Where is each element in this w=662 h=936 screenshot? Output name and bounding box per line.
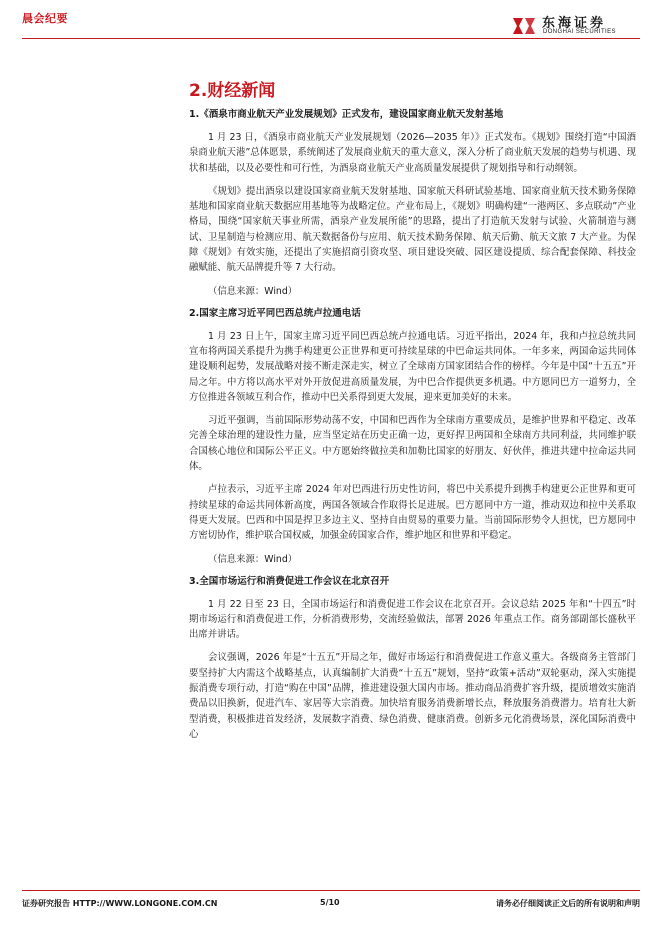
footer-disclaimer: 请务必仔细阅读正文后的所有说明和声明: [496, 899, 640, 908]
article: [189, 575, 636, 743]
header-divider: [22, 38, 640, 39]
article-source: （信息来源：Wind）: [208, 553, 298, 565]
article-paragraph: 习近平强调，当前国际形势动荡不安，中国和巴西作为全球南方重要成员，是维护世界和平稳定、改革完善全球治理的建设性力量，应当坚定站在历史正确一边，更好捍卫两国和全球南方共同利益，共同维护联合国核心地位和国际公平正义。中方愿始终做拉美和加勒比国家的好朋友、好伙伴，推进共建中拉命运共同体。: [189, 415, 636, 473]
logo-chinese-name: 东海证券: [542, 16, 607, 31]
article-paragraph: 《规划》提出酒泉以建设国家商业航天发射基地、国家航天科研试验基地、国家商业航天技术勤务保障基地和国家商业航天数据应用基地等为战略定位。产业布局上，《规划》明确构建“一港两区、多点联动”产业格局，围绕“国家航天事业所需，酒泉产业发展所能”的思路，提出了打造航天发射与试验、火箭制造与测试、卫星制造与检测应用、航天数据备份与应用、航天技术勤务保障、航天后勤、航天文旅 7 大产业。为保障《规划》有效实施，还提出了实施招商引资攻坚、项目建设突破、园区建设提质、综合配套保障、科技金融赋能、航天品牌提升等 7 大行动。: [189, 185, 636, 274]
article-source: （信息来源：Wind）: [208, 285, 298, 297]
footer-website: 证券研究报告 HTTP://WWW.LONGONE.COM.CN: [22, 899, 218, 908]
footer-divider: [22, 890, 640, 891]
article-paragraph: 1 月 22 日至 23 日，全国市场运行和消费促进工作会议在北京召开。会议总结 2025 年和“十四五”时期市场运行和消费促进工作，分析消费形势，交流经验做法，部署 2026 年重点工作。商务部副部长盛秋平出席并讲话。: [189, 598, 636, 641]
article-heading: 3.全国市场运行和消费促进工作会议在北京召开: [189, 575, 390, 587]
section-title: 2.财经新闻: [189, 81, 276, 101]
article-paragraph: 1 月 23 日，《酒泉市商业航天产业发展规划（2026—2035 年）》正式发布。《规划》围绕打造“中国酒泉商业航天港”总体愿景，系统阐述了发展商业航天的重大意义，深入分析了商业航天发展的趋势与机遇、现状和基础，以及必要性和可行性，为酒泉商业航天产业高质量发展提供了规划指导和行动纲领。: [189, 132, 636, 174]
article-heading: 2.国家主席习近平同巴西总统卢拉通电话: [189, 307, 361, 319]
donghai-logo-icon: [510, 14, 538, 38]
page-number: 5/10: [320, 898, 340, 907]
news-content: [189, 108, 636, 750]
article-heading: 1.《酒泉市商业航天产业发展规划》正式发布，建设国家商业航天发射基地: [189, 109, 504, 120]
report-type-title: 晨会纪要: [22, 12, 68, 25]
article-paragraph: 会议强调，2026 年是“十五五”开局之年，做好市场运行和消费促进工作意义重大。各级商务主管部门要坚持扩大内需这个战略基点，认真编制扩大消费“十五五”规划，坚持“政策+活动”双轮驱动，深入实施提振消费专项行动，打造“购在中国”品牌，推进建设强大国内市场。推动商品消费扩容升级，提质增效实施消费品以旧换新，促进汽车、家居等大宗消费。加快培育服务消费新增长点，释放服务消费潜力。培育壮大新型消费，积极推进首发经济，发展数字消费、绿色消费、健康消费。创新多元化消费场景，深化国际消费中心: [189, 652, 636, 740]
article: [189, 108, 636, 299]
article-paragraph: 卢拉表示，习近平主席 2024 年对巴西进行历史性访问，将巴中关系提升到携手构建更公正世界和更可持续星球的命运共同体新高度，两国各领域合作取得长足进展。巴方愿同中方一道，推动双边和拉中关系取得更大发展。巴西和中国是捍卫多边主义、坚持自由贸易的重要力量。当前国际形势令人担忧，巴方愿同中方密切协作，维护联合国权威，加强金砖国家合作，维护地区和世界和平稳定。: [189, 484, 636, 542]
article: [189, 307, 636, 567]
article-paragraph: 1 月 23 日上午，国家主席习近平同巴西总统卢拉通电话。习近平指出，2024 年，我和卢拉总统共同宣布将两国关系提升为携手构建更公正世界和更可持续星球的中巴命运共同体。一年多来，两国命运共同体建设顺利起势，发展战略对接不断走深走实，树立了全球南方国家团结合作的榜样。今年是中国“十五五”开局之年。中方将以高水平对外开放促进高质量发展，为中巴合作提供更多机遇。中方愿同巴方一道努力，全方位推进各领域互利合作，推动中巴关系得到更大发展，迎来更加美好的未来。: [189, 330, 636, 403]
logo-english-name: DONGHAI SECURITIES: [543, 29, 616, 35]
